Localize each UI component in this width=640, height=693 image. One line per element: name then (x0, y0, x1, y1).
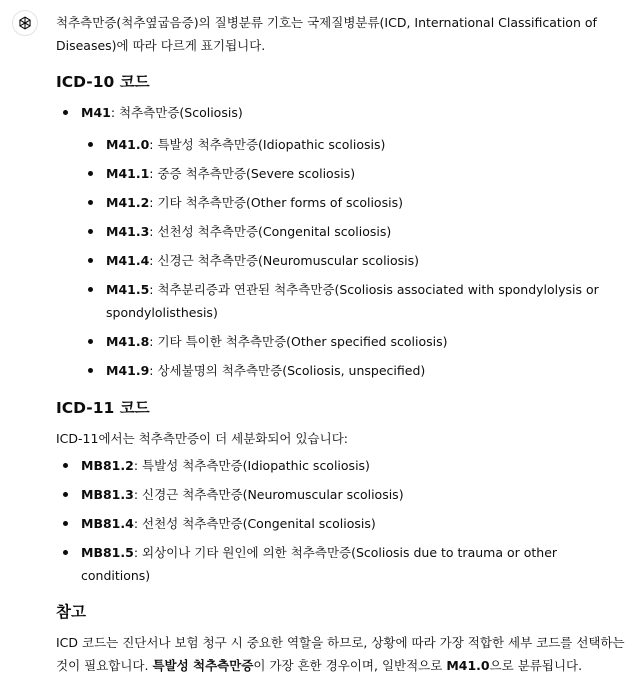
code-label: M41.4 (106, 253, 150, 268)
code-description: : 척추분리증과 연관된 척추측만증(Scoliosis associated with spondylolysis or spondylolisthesis) (106, 282, 599, 320)
note-text: 이 가장 흔한 경우이며, 일반적으로 (253, 658, 447, 673)
list-item (81, 249, 630, 272)
list-item (56, 541, 630, 587)
list-item (81, 220, 630, 243)
icd10-list (56, 101, 630, 124)
icd10-heading: ICD-10 코드 (56, 73, 150, 91)
code-description: : 기타 특이한 척추측만증(Other specified scoliosis) (149, 334, 448, 349)
code-description: : 선천성 척추측만증(Congenital scoliosis) (133, 516, 376, 531)
icd10-parent-item (56, 101, 630, 124)
code-description: : 특발성 척추측만증(Idiopathic scoliosis) (149, 137, 386, 152)
code-label: MB81.3 (81, 487, 134, 502)
code-description: : 특발성 척추측만증(Idiopathic scoliosis) (133, 458, 370, 473)
note-paragraph (56, 631, 630, 677)
list-item (56, 454, 630, 477)
intro-paragraph: 척추측만증(척추옆굽음증)의 질병분류 기호는 국제질병분류(ICD, International Classification of Diseases)에 따라 다르게 표기됩니다. (56, 15, 597, 53)
code-description: : 상세불명의 척추측만증(Scoliosis, unspecified) (149, 363, 426, 378)
code-description: : 외상이나 기타 원인에 의한 척추측만증(Scoliosis due to trauma or other conditions) (81, 545, 558, 583)
note-emphasis: 특발성 척추측만증 (152, 658, 254, 673)
list-item (56, 512, 630, 535)
code-description: : 중증 척추측만증(Severe scoliosis) (149, 166, 356, 181)
code-label: M41.2 (106, 195, 150, 210)
code-description: : 기타 척추측만증(Other forms of scoliosis) (149, 195, 403, 210)
list-item (81, 359, 630, 382)
code-label: M41.0 (106, 137, 150, 152)
note-emphasis: M41.0 (446, 658, 490, 673)
code-label: M41.3 (106, 224, 150, 239)
icd10-sublist (56, 133, 630, 382)
list-item (81, 191, 630, 214)
note-text: ICD 코드는 진단서나 보험 청구 시 중요한 역할을 하므로, 상황에 따라 가장 적합한 세부 코드를 선택하는 것이 필요합니다. (56, 635, 625, 673)
list-item (81, 162, 630, 185)
code-label: M41.8 (106, 334, 150, 349)
icd11-intro: ICD-11에서는 척추측만증이 더 세분화되어 있습니다: (56, 431, 348, 446)
icd11-list (56, 454, 630, 587)
list-item (81, 330, 630, 353)
code-description: : 신경근 척추측만증(Neuromuscular scoliosis) (149, 253, 420, 268)
icd11-heading: ICD-11 코드 (56, 399, 150, 417)
code-label: M41 (81, 105, 111, 120)
list-item (56, 483, 630, 506)
code-label: MB81.5 (81, 545, 134, 560)
code-label: MB81.2 (81, 458, 134, 473)
assistant-avatar (12, 10, 38, 36)
openai-logo-icon (17, 15, 33, 31)
code-label: M41.9 (106, 363, 150, 378)
code-label: MB81.4 (81, 516, 134, 531)
assistant-message (56, 11, 630, 677)
code-label: M41.5 (106, 282, 150, 297)
code-description: : 선천성 척추측만증(Congenital scoliosis) (149, 224, 392, 239)
list-item (81, 133, 630, 156)
code-description: : 척추측만증(Scoliosis) (110, 105, 243, 120)
note-text: 으로 분류됩니다. (489, 658, 583, 673)
code-description: : 신경근 척추측만증(Neuromuscular scoliosis) (133, 487, 404, 502)
code-label: M41.1 (106, 166, 150, 181)
list-item (81, 278, 630, 324)
note-heading: 참고 (56, 603, 86, 621)
